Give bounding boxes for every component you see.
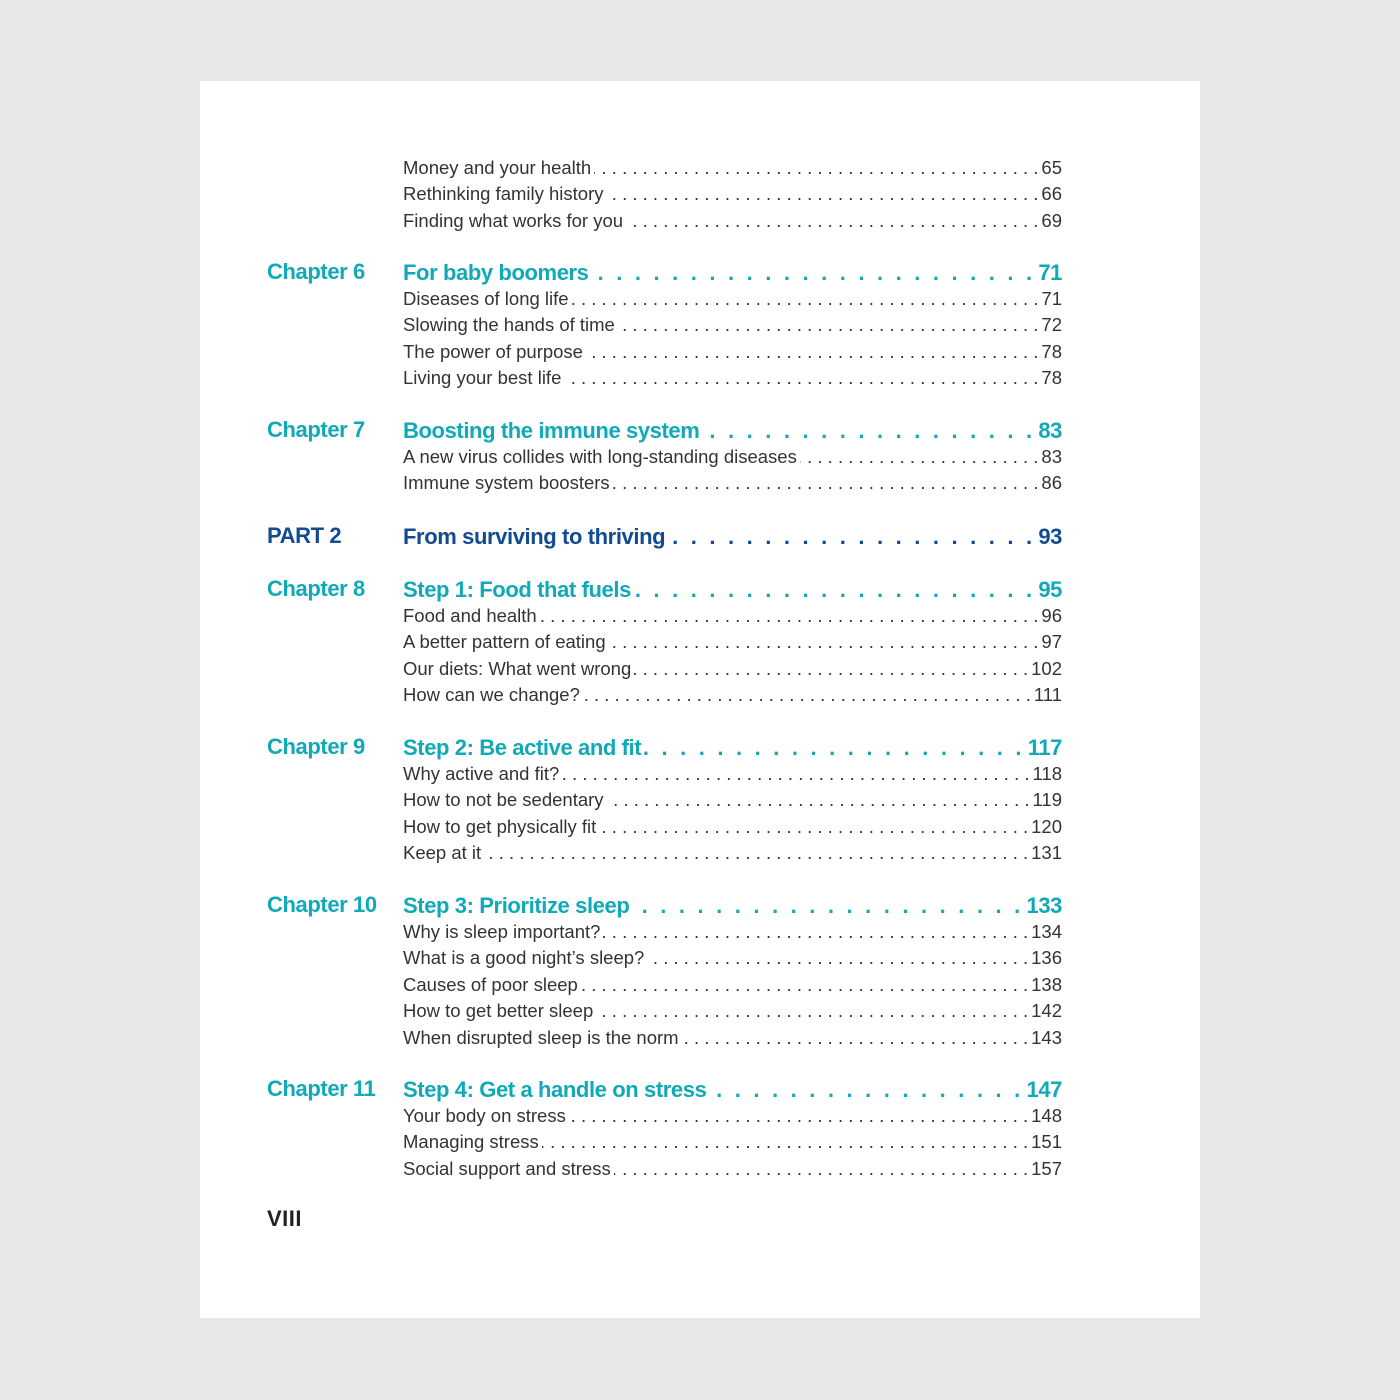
toc-entry xyxy=(403,603,1062,629)
toc-entry xyxy=(403,682,1062,708)
chapter-heading xyxy=(403,417,1062,444)
chapter-label: Chapter 11 xyxy=(267,1076,376,1101)
entry-page: 119 xyxy=(1032,789,1062,811)
entry-title: How to get better sleep xyxy=(403,1000,594,1022)
chapter-title: Step 1: Food that fuels xyxy=(403,577,631,602)
entry-page: 78 xyxy=(1041,367,1062,389)
part-title: From surviving to thriving xyxy=(403,524,666,549)
entry-page: 86 xyxy=(1041,472,1062,494)
toc-entry xyxy=(403,1103,1062,1129)
entry-title: Managing stress xyxy=(403,1131,539,1153)
dot-leader xyxy=(613,470,1039,496)
entry-page: 102 xyxy=(1031,657,1062,679)
entry-page: 111 xyxy=(1033,684,1062,706)
toc-entry xyxy=(403,998,1062,1024)
dot-leader xyxy=(603,919,1028,945)
toc-entry xyxy=(403,761,1062,787)
entry-title: Rethinking family history xyxy=(403,183,604,205)
dot-leader xyxy=(709,1076,1023,1103)
chapter-heading xyxy=(403,892,1062,919)
toc-entry xyxy=(403,181,1062,207)
toc-entry xyxy=(403,339,1062,365)
entry-title: What is a good night’s sleep? xyxy=(403,947,645,969)
dot-leader xyxy=(599,814,1028,840)
entry-title: Why is sleep important? xyxy=(403,921,601,942)
chapter-title: Boosting the immune system xyxy=(403,418,700,443)
toc-entry xyxy=(403,629,1062,655)
entry-page: 136 xyxy=(1031,947,1062,969)
dot-leader xyxy=(607,181,1039,207)
entry-page: 72 xyxy=(1041,314,1062,336)
dot-leader xyxy=(592,259,1036,286)
part-page: 93 xyxy=(1038,524,1062,549)
chapter-heading xyxy=(403,259,1062,286)
entry-title: How to get physically fit xyxy=(403,815,597,837)
entry-page: 71 xyxy=(1041,288,1062,309)
toc-chapter-8 xyxy=(200,576,1200,709)
entry-page: 78 xyxy=(1041,340,1062,362)
entry-title: Food and health xyxy=(403,605,537,626)
toc-chapter-11 xyxy=(200,1076,1200,1182)
toc-chapter-9 xyxy=(200,734,1200,867)
dot-leader xyxy=(564,365,1038,391)
entry-page: 97 xyxy=(1041,631,1062,653)
entry-page: 131 xyxy=(1031,842,1062,864)
entry-page: 65 xyxy=(1041,157,1062,178)
toc-entry xyxy=(403,919,1062,945)
dot-leader xyxy=(569,1103,1028,1129)
chapter-label: Chapter 6 xyxy=(267,259,365,284)
dot-leader xyxy=(647,945,1028,971)
chapter-page: 95 xyxy=(1038,577,1062,602)
entry-title: Diseases of long life xyxy=(403,288,569,309)
toc-entry xyxy=(403,972,1062,998)
entry-title: A better pattern of eating xyxy=(403,631,606,653)
dot-leader xyxy=(594,155,1038,181)
entry-page: 134 xyxy=(1031,921,1062,942)
entry-title: Immune system boosters xyxy=(403,472,610,494)
chapter-heading xyxy=(403,734,1062,761)
dot-leader xyxy=(596,998,1028,1024)
entry-page: 142 xyxy=(1031,1000,1062,1022)
dot-leader xyxy=(607,787,1030,813)
chapter-title: Step 3: Prioritize sleep xyxy=(403,893,630,918)
entry-title: When disrupted sleep is the norm xyxy=(403,1026,679,1048)
entry-page: 118 xyxy=(1032,763,1062,784)
dot-leader xyxy=(586,339,1038,365)
entry-page: 66 xyxy=(1041,183,1062,205)
dot-leader xyxy=(562,761,1029,787)
toc-entry xyxy=(403,444,1062,470)
dot-leader xyxy=(702,417,1035,444)
entry-page: 143 xyxy=(1031,1026,1062,1048)
toc-entry xyxy=(403,1025,1062,1051)
entry-page: 96 xyxy=(1041,605,1062,626)
entry-page: 69 xyxy=(1041,209,1062,231)
part-label: PART 2 xyxy=(267,523,342,548)
toc-entry xyxy=(403,945,1062,971)
entry-title: Money and your health xyxy=(403,157,592,178)
entry-page: 83 xyxy=(1041,446,1062,467)
toc-chapter-7 xyxy=(200,417,1200,497)
dot-leader xyxy=(484,840,1028,866)
toc-entry xyxy=(403,365,1062,391)
toc-chapter-10 xyxy=(200,892,1200,1051)
entry-page: 148 xyxy=(1031,1105,1062,1126)
toc-entry xyxy=(403,787,1062,813)
part-heading xyxy=(403,523,1062,550)
toc-entry xyxy=(403,286,1062,312)
dot-leader xyxy=(609,629,1039,655)
entry-title: Keep at it xyxy=(403,842,482,864)
toc-entry xyxy=(403,656,1062,682)
dot-leader xyxy=(682,1025,1029,1051)
dot-leader xyxy=(668,523,1035,550)
toc-continued-section xyxy=(200,155,1200,234)
entry-title: How to not be sedentary xyxy=(403,789,604,811)
entry-page: 151 xyxy=(1031,1131,1062,1153)
chapter-page: 117 xyxy=(1027,735,1062,760)
entry-title: Finding what works for you xyxy=(403,209,624,231)
chapter-label: Chapter 9 xyxy=(267,734,365,759)
entry-title: Our diets: What went wrong xyxy=(403,657,632,679)
dot-leader xyxy=(632,892,1023,919)
entry-page: 138 xyxy=(1031,973,1062,995)
toc-entry xyxy=(403,1129,1062,1155)
book-page xyxy=(200,81,1200,1318)
entry-title: Your body on stress xyxy=(403,1105,566,1126)
dot-leader xyxy=(800,444,1039,470)
toc-entry xyxy=(403,155,1062,181)
chapter-heading xyxy=(403,576,1062,603)
toc-entry xyxy=(403,840,1062,866)
entry-page: 120 xyxy=(1031,815,1062,837)
chapter-title: For baby boomers xyxy=(403,260,589,285)
chapter-heading xyxy=(403,1076,1062,1103)
dot-leader xyxy=(614,1156,1028,1182)
dot-leader xyxy=(542,1129,1028,1155)
entry-title: A new virus collides with long-standing diseases xyxy=(403,446,797,467)
entry-title: Social support and stress xyxy=(403,1157,611,1179)
toc-entry xyxy=(403,208,1062,234)
chapter-page: 83 xyxy=(1038,418,1062,443)
entry-title: Causes of poor sleep xyxy=(403,973,578,995)
entry-title: Living your best life xyxy=(403,367,562,389)
toc-entry xyxy=(403,1156,1062,1182)
chapter-page: 71 xyxy=(1038,260,1062,285)
entry-page: 157 xyxy=(1031,1157,1062,1179)
dot-leader xyxy=(581,972,1028,998)
entry-title: How can we change? xyxy=(403,684,580,706)
dot-leader xyxy=(634,656,1028,682)
dot-leader xyxy=(634,576,1035,603)
chapter-page: 147 xyxy=(1026,1077,1062,1102)
toc-entry xyxy=(403,814,1062,840)
chapter-label: Chapter 7 xyxy=(267,417,365,442)
chapter-title: Step 2: Be active and fit xyxy=(403,735,642,760)
toc-entry xyxy=(403,470,1062,496)
entry-title: Slowing the hands of time xyxy=(403,314,615,336)
chapter-title: Step 4: Get a handle on stress xyxy=(403,1077,707,1102)
toc-entry xyxy=(403,312,1062,338)
page-number: VIII xyxy=(267,1206,303,1231)
dot-leader xyxy=(583,682,1031,708)
chapter-label: Chapter 8 xyxy=(267,576,365,601)
dot-leader xyxy=(572,286,1039,312)
entry-title: The power of purpose xyxy=(403,340,583,362)
entry-title: Why active and fit? xyxy=(403,763,560,784)
chapter-label: Chapter 10 xyxy=(267,892,377,917)
toc-chapter-6 xyxy=(200,259,1200,392)
dot-leader xyxy=(540,603,1039,629)
dot-leader xyxy=(644,734,1025,761)
dot-leader xyxy=(618,312,1039,338)
chapter-page: 133 xyxy=(1026,893,1062,918)
dot-leader xyxy=(626,208,1038,234)
toc-part-2 xyxy=(200,523,1200,550)
